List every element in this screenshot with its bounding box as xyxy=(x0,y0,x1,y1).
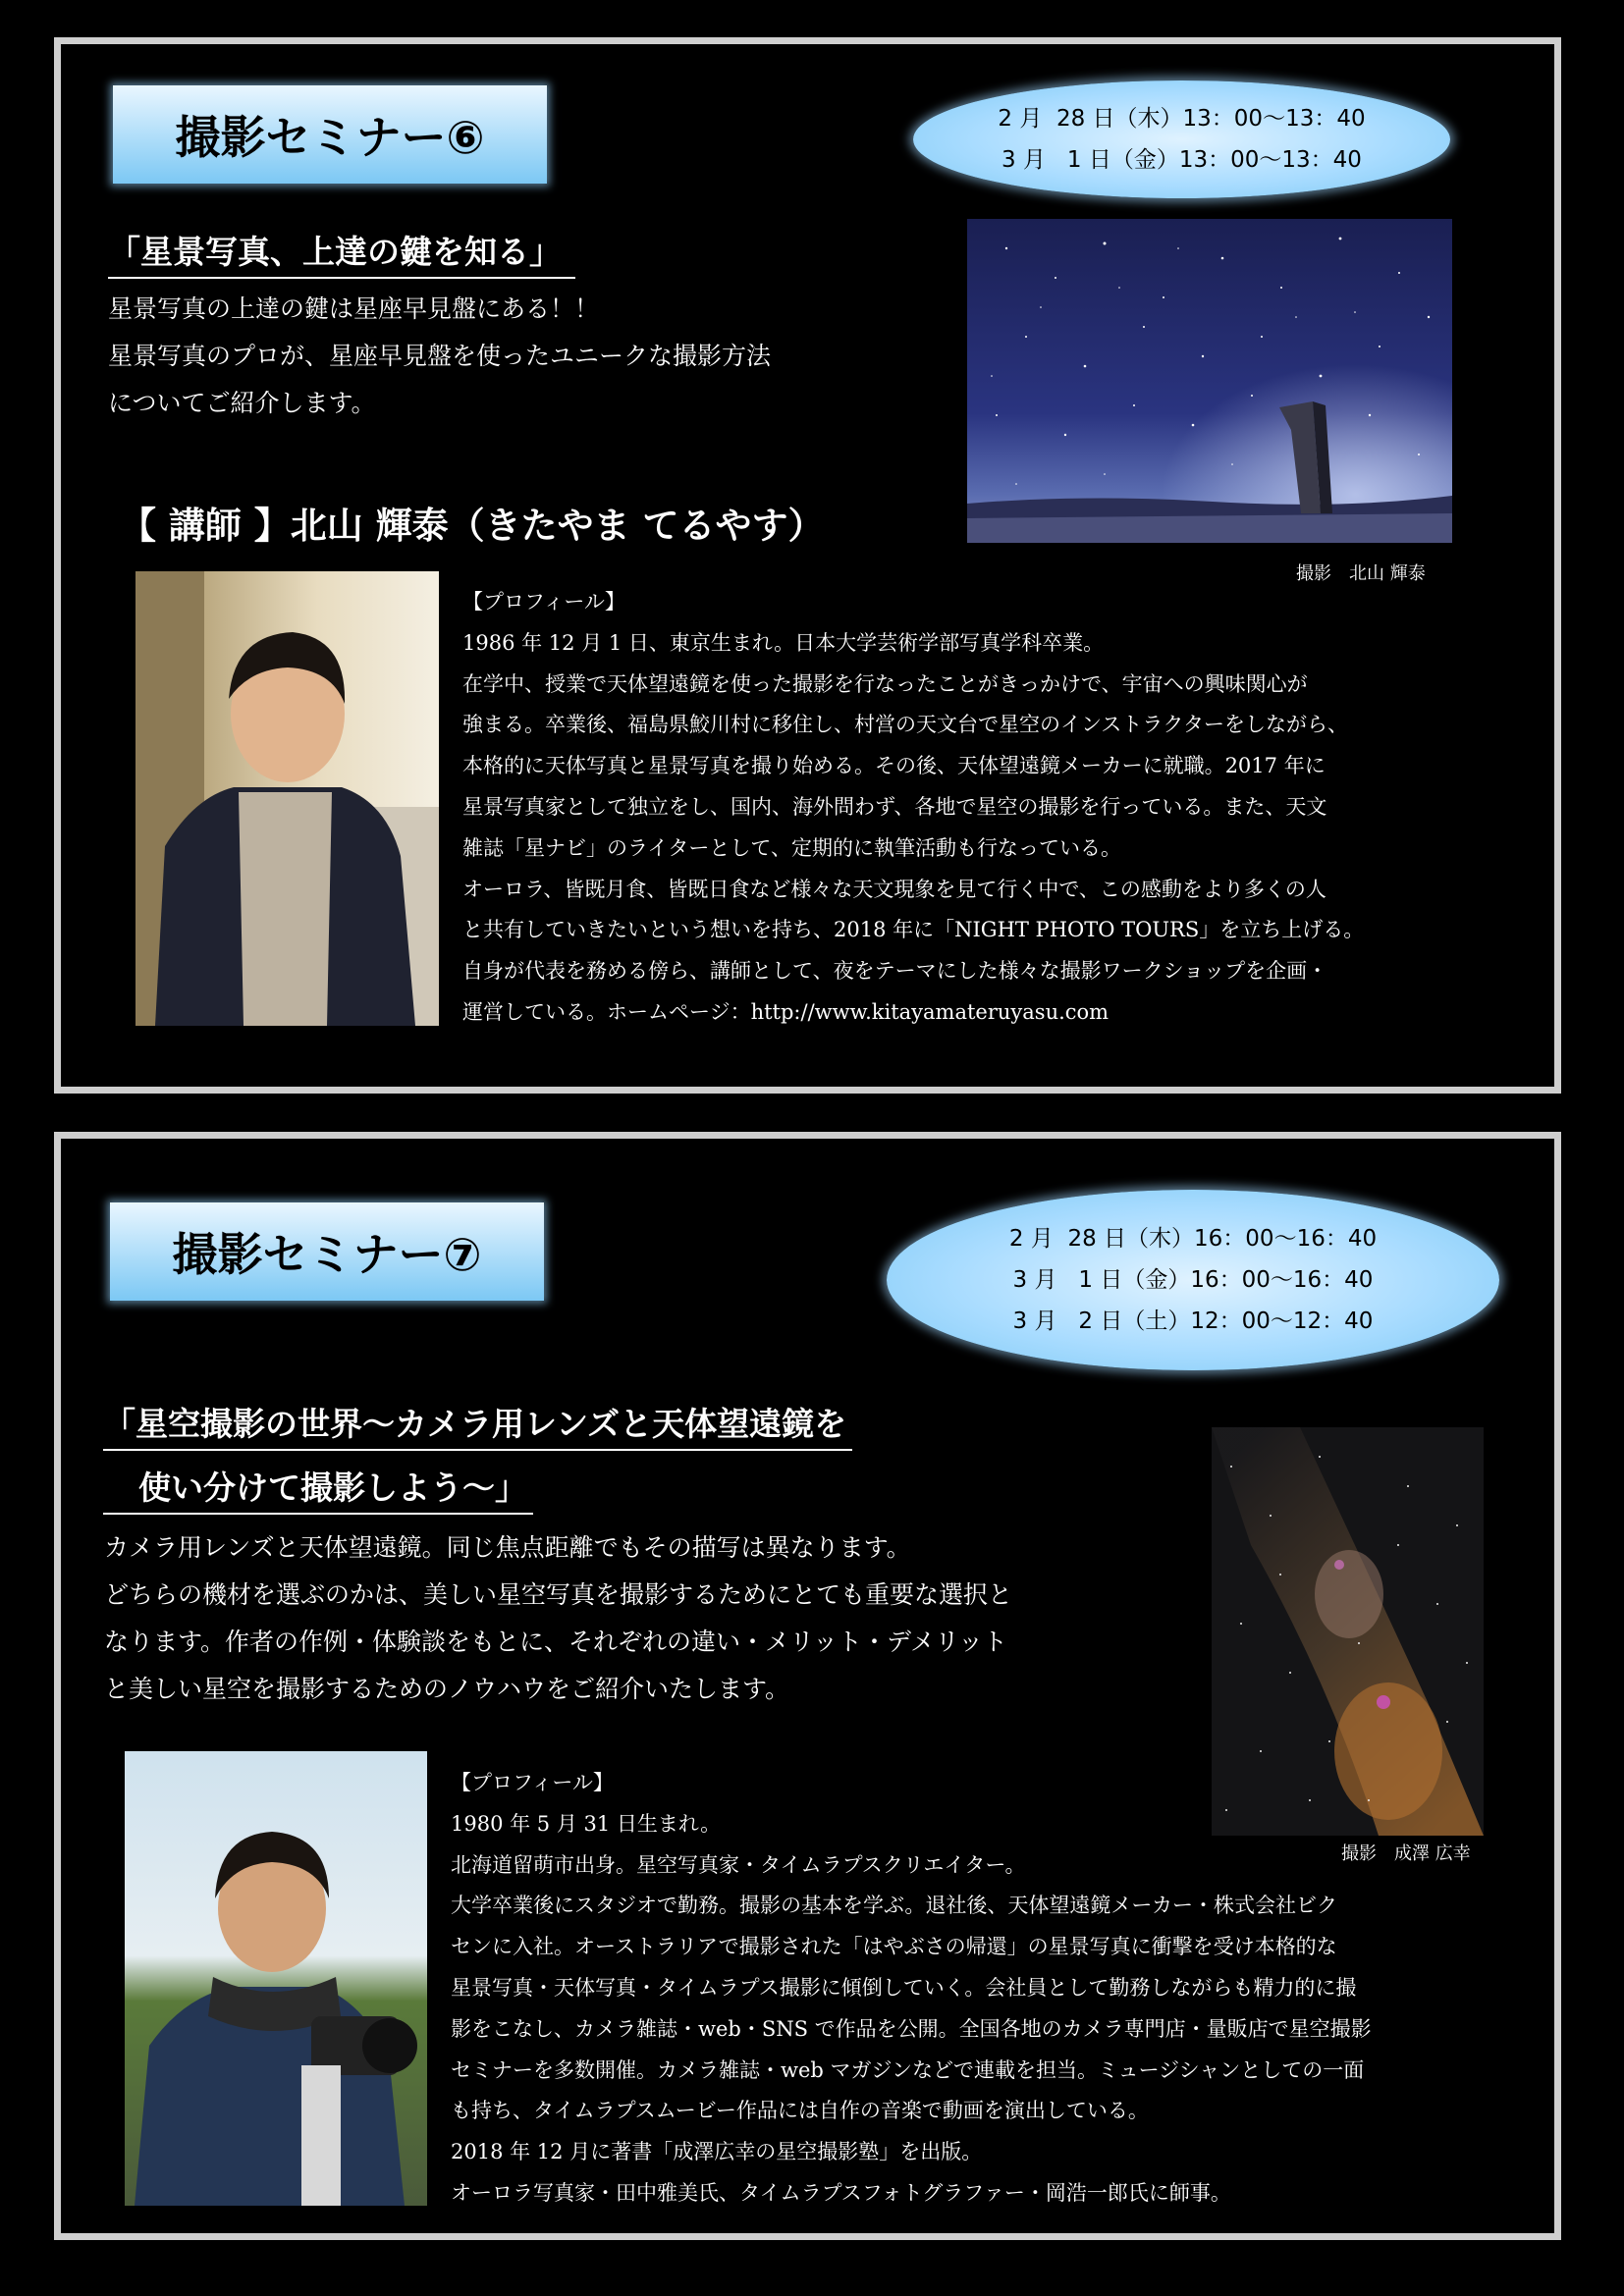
profile-line: 1980 年 5 月 31 日生まれ。 xyxy=(451,1811,722,1836)
profile-heading: 【プロフィール】 xyxy=(462,590,625,614)
seminar6-profile xyxy=(462,582,1364,1034)
seminar7-lecturer-portrait xyxy=(125,1751,427,2206)
seminar7-description xyxy=(104,1524,1012,1713)
profile-line: 1986 年 12 月 1 日、東京生まれ。日本大学芸術学部写真学科卒業。 xyxy=(462,630,1105,655)
seminar6-desc-line: 星景写真の上達の鍵は星座早見盤にある！！ xyxy=(108,294,600,323)
starscape-image xyxy=(967,219,1452,543)
seminar6-desc-line: についてご紹介します。 xyxy=(108,389,376,417)
seminar6-desc-line: 星景写真のプロが、星座早見盤を使ったユニークな撮影方法 xyxy=(108,342,772,370)
seminar7-desc-line: どちらの機材を選ぶのかは、美しい星空写真を撮影するためにとても重要な選択と xyxy=(104,1580,1013,1609)
seminar6-date-2: 3 月 1 日（金）13：00〜13：40 xyxy=(1001,147,1362,173)
seminar6-photo-caption: 撮影 北山 輝泰 xyxy=(1296,563,1426,584)
seminar7-desc-line: なります。作者の作例・体験談をもとに、それぞれの違い・メリット・デメリット xyxy=(104,1628,1008,1656)
seminar6-description xyxy=(108,286,771,427)
profile-line: 星景写真家として独立をし、国内、海外問わず、各地で星空の撮影を行っている。また、天文 xyxy=(462,794,1327,819)
portrait-image xyxy=(125,1751,427,2206)
profile-line: 影をこなし、カメラ雑誌・web・SNS で作品を公開。全国各地のカメラ専門店・量販店で星空撮影 xyxy=(451,2016,1372,2041)
profile-line: 自身が代表を務める傍ら、講師として、夜をテーマにした様々な撮影ワークショップを企画・ xyxy=(462,959,1328,984)
seminar6-dates xyxy=(913,80,1450,198)
profile-line: 大学卒業後にスタジオで勤務。撮影の基本を学ぶ。退社後、天体望遠鏡メーカー・株式会社ビク xyxy=(451,1894,1337,1918)
seminar7-dates xyxy=(887,1190,1499,1370)
seminar7-desc-line: と美しい星空を撮影するためのノウハウをご紹介いたします。 xyxy=(104,1675,790,1703)
seminar7-date-3: 3 月 2 日（土）12：00〜12：40 xyxy=(1012,1308,1374,1334)
seminar6-panel xyxy=(54,37,1561,1094)
profile-line: 雑誌「星ナビ」のライターとして、定期的に執筆活動も行なっている。 xyxy=(462,835,1121,860)
profile-line: 星景写真・天体写真・タイムラプス撮影に傾倒していく。会社員として勤務しながらも精力的に撮 xyxy=(451,1975,1357,2000)
profile-line: オーロラ、皆既月食、皆既日食など様々な天文現象を見て行く中で、この感動をより多くの人 xyxy=(462,877,1326,901)
profile-line: も持ち、タイムラプスムービー作品には自作の音楽で動画を演出している。 xyxy=(451,2099,1149,2123)
profile-line: セミナーを多数開催。カメラ雑誌・web マガジンなどで連載を担当。ミュージシャンとしての一面 xyxy=(451,2057,1365,2082)
seminar7-panel xyxy=(54,1132,1561,2240)
profile-line: 在学中、授業で天体望遠鏡を使った撮影を行なったことがきっかけで、宇宙への興味関心が xyxy=(462,671,1308,696)
seminar6-title: 撮影セミナー⑥ xyxy=(113,85,547,184)
seminar7-photo-caption: 撮影 成澤 広幸 xyxy=(1341,1843,1471,1864)
profile-line: 本格的に天体写真と星景写真を撮り始める。その後、天体望遠鏡メーカーに就職。2017 年に xyxy=(462,754,1326,778)
profile-line: センに入社。オーストラリアで撮影された「はやぶさの帰還」の星景写真に衝撃を受け本格的な xyxy=(451,1935,1337,1959)
profile-line: オーロラ写真家・田中雅美氏、タイムラプスフォトグラファー・岡浩一郎氏に師事。 xyxy=(451,2180,1231,2205)
profile-line: 2018 年 12 月に著書「成澤広幸の星空撮影塾」を出版。 xyxy=(451,2140,983,2164)
profile-line: 強まる。卒業後、福島県鮫川村に移住し、村営の天文台で星空のインストラクターをしながら、 xyxy=(462,713,1348,737)
seminar7-subtitle-line1: 「星空撮影の世界〜カメラ用レンズと天体望遠鏡を xyxy=(103,1399,852,1451)
seminar7-title: 撮影セミナー⑦ xyxy=(110,1202,544,1301)
profile-line: 北海道留萌市出身。星空写真家・タイムラプスクリエイター。 xyxy=(451,1852,1026,1877)
portrait-image xyxy=(135,571,439,1026)
profile-heading: 【プロフィール】 xyxy=(451,1771,614,1794)
seminar7-desc-line: カメラ用レンズと天体望遠鏡。同じ焦点距離でもその描写は異なります。 xyxy=(104,1533,911,1562)
seminar7-subtitle-line2: 使い分けて撮影しよう〜」 xyxy=(103,1463,533,1515)
seminar6-lecturer: 【 講師 】北山 輝泰（きたやま てるやす） xyxy=(120,505,825,547)
seminar6-date-1: 2 月 28 日（木）13：00〜13：40 xyxy=(998,106,1366,132)
seminar6-starscape-photo xyxy=(967,219,1452,543)
seminar7-date-2: 3 月 1 日（金）16：00〜16：40 xyxy=(1012,1267,1374,1293)
profile-line: 運営している。ホームページ：http://www.kitayamateruyasu.com xyxy=(462,999,1110,1024)
seminar6-subtitle: 「星景写真、上達の鍵を知る」 xyxy=(108,227,575,279)
seminar6-lecturer-portrait xyxy=(135,571,439,1026)
profile-line: と共有していきたいという想いを持ち、2018 年に「NIGHT PHOTO TOURS」を立ち上げる。 xyxy=(462,918,1365,942)
seminar7-profile xyxy=(451,1763,1372,2215)
seminar7-date-1: 2 月 28 日（木）16：00〜16：40 xyxy=(1008,1226,1378,1252)
